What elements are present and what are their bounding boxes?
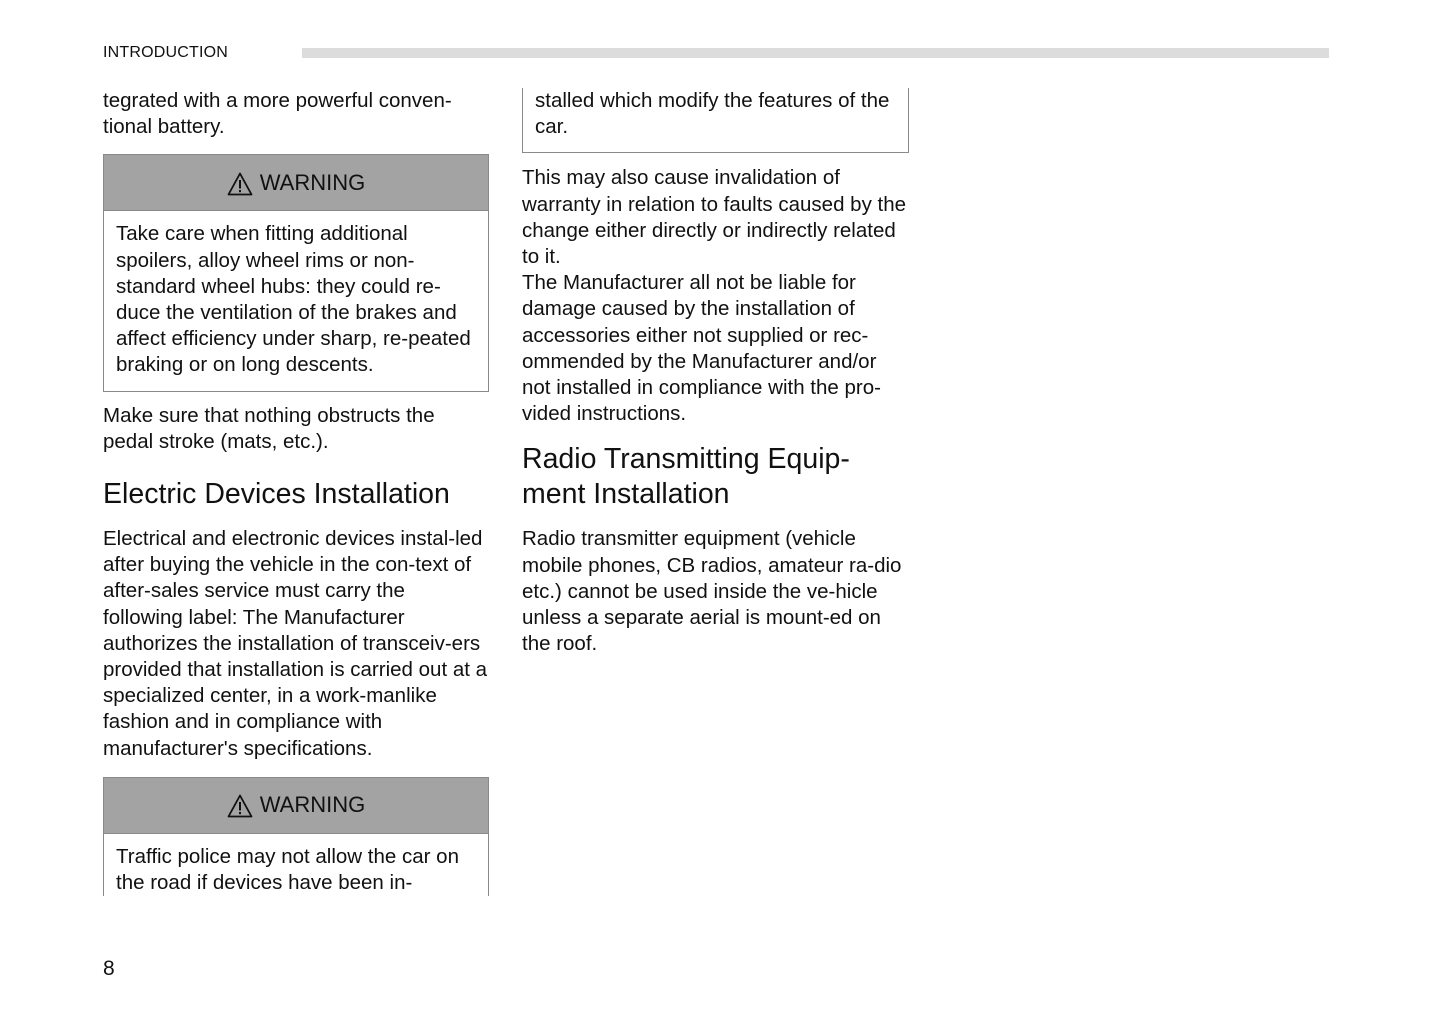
- middle-column: [522, 88, 908, 657]
- warning-header: [104, 155, 488, 211]
- warning-box-brakes: [103, 154, 489, 391]
- warning-triangle-icon: [227, 794, 253, 818]
- section-label: INTRODUCTION: [103, 44, 229, 61]
- pedal-text: Make sure that nothing obstructs the pedal stroke (mats, etc.).: [103, 403, 435, 453]
- intro-continuation-text: tegrated with a more powerful conven- tional battery.: [103, 89, 452, 139]
- page-number: 8: [103, 957, 115, 980]
- warning-box-continued: [522, 88, 909, 153]
- warranty-text: This may also cause invalidation of warranty in relation to faults caused by the change either directly or indirectly related to it.: [522, 166, 907, 269]
- warning-triangle-icon: [227, 172, 253, 196]
- electric-devices-text: Electrical and electronic devices instal-led after buying the vehicle in the con-text of after-sales service must carry the following label: The Manufacturer authorizes the installation of transceiv-ers provided that installation is carried out at a specialized center, in a work-manlike fashion and in compliance with manufacturer's specifications.: [103, 527, 488, 760]
- warning-text: Take care when fitting additional spoilers, alloy wheel rims or non-standard wheel hubs: they could re-duce the ventilation of the brakes and affect efficiency under sharp, re-peated braking or on long descents.: [116, 222, 471, 377]
- radio-equipment-heading: Radio Transmitting Equip-ment Installation: [522, 443, 850, 511]
- warning-continued-text: stalled which modify the features of the car.: [535, 89, 890, 139]
- warning-box-traffic: [103, 777, 489, 896]
- warning-title: WARNING: [259, 169, 366, 195]
- liability-text: The Manufacturer all not be liable for damage caused by the installation of accessories either not supplied or rec-ommended by the Manufacturer and/or not installed in compliance with the pro-vided instructions.: [522, 271, 881, 426]
- warning-title: WARNING: [259, 792, 366, 818]
- radio-equipment-text: Radio transmitter equipment (vehicle mobile phones, CB radios, amateur ra-dio etc.) cannot be used inside the ve-hicle unless a separate aerial is mount-ed on the roof.: [522, 527, 902, 656]
- warning-header: [104, 778, 488, 834]
- warning-text: Traffic police may not allow the car on the road if devices have been in-: [116, 844, 459, 895]
- electric-devices-heading: Electric Devices Installation: [103, 478, 450, 511]
- warning-body: [104, 834, 488, 896]
- warning-body: [104, 211, 488, 390]
- left-column: [103, 88, 489, 896]
- header-rule: [302, 48, 1329, 58]
